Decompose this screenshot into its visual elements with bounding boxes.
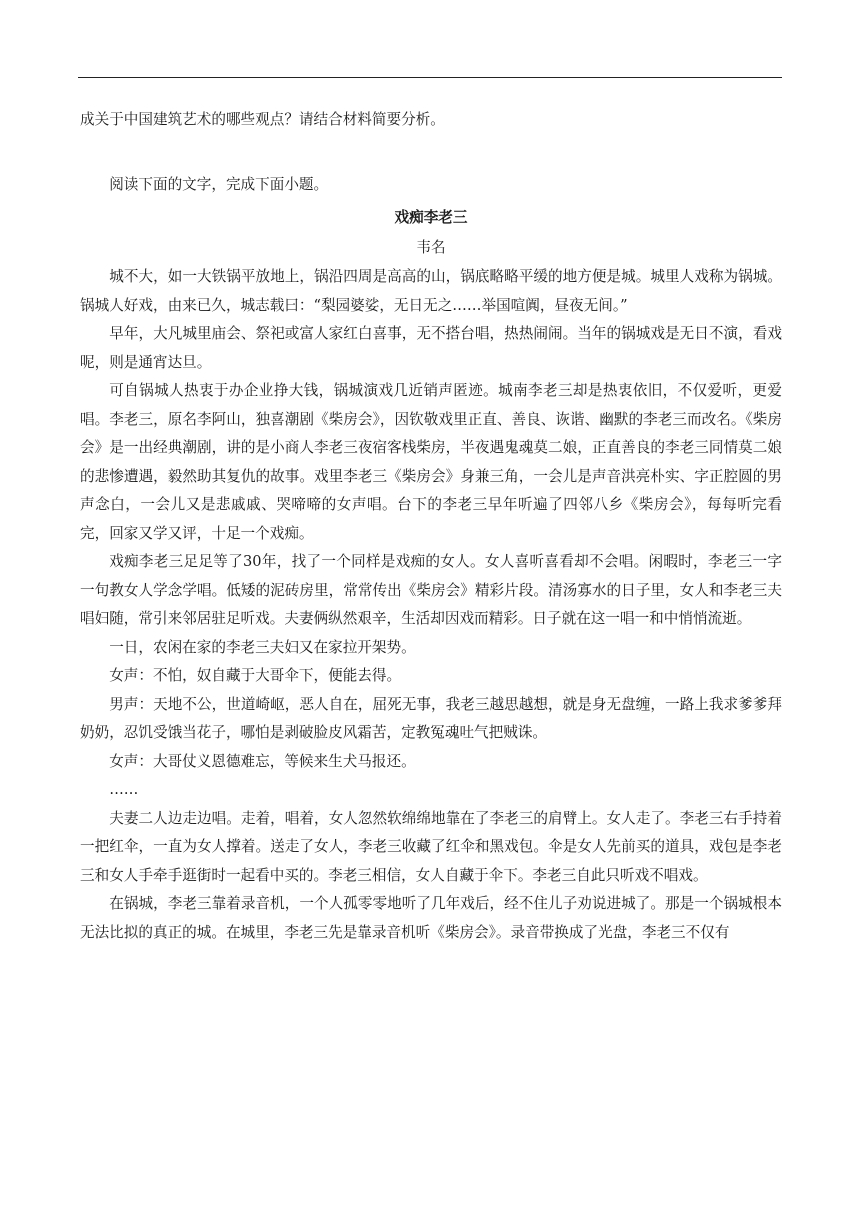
paragraph-8-female-voice: 女声：大哥仗义恩德难忘，等候来生犬马报还。	[109, 752, 416, 770]
document-body	[80, 106, 782, 947]
reading-instruction: 阅读下面的文字，完成下面小题。	[109, 175, 329, 193]
paragraph-10: 夫妻二人边走边唱。走着，唱着，女人忽然软绵绵地靠在了李老三的肩臂上。女人走了。李老三右手持着一把红伞，一直为女人撑着。送走了女人，李老三收藏了红伞和黑戏包。伞是女人先前买的道具，戏包是李老三和女人手牵手逛街时一起看中买的。李老三相信，女人自藏于伞下。李老三自此只听戏不唱戏。	[80, 809, 782, 884]
paragraph-3: 可自锅城人热衷于办企业挣大钱，锅城演戏几近销声匿迹。城南李老三却是热衷依旧，不仅爱听，更爱唱。李老三，原名李阿山，独喜潮剧《柴房会》，因钦敬戏里正直、善良、诙谐、幽默的李老三而改名。《柴房会》是一出经典潮剧，讲的是小商人李老三夜宿客栈柴房，半夜遇鬼魂莫二娘，正直善良的李老三同情莫二娘的悲惨遭遇，毅然助其复仇的故事。戏里李老三《柴房会》身兼三角，一会儿是声音洪亮朴实、字正腔圆的男声念白，一会儿又是悲戚戚、哭啼啼的女声唱。台下的李老三早年听遍了四邻八乡《柴房会》，每每听完看完，回家又学又评，十足一个戏痴。	[80, 382, 782, 542]
paragraph-4: 戏痴李老三足足等了30年，找了一个同样是戏痴的女人。女人喜听喜看却不会唱。闲暇时，李老三一字一句教女人学念学唱。低矮的泥砖房里，常常传出《柴房会》精彩片段。清汤寡水的日子里，女人和李老三夫唱妇随，常引来邻居驻足听戏。夫妻俩纵然艰辛，生活却因戏而精彩。日子就在这一唱一和中悄悄流逝。	[80, 553, 782, 627]
paragraph-9-ellipsis: ……	[109, 781, 139, 798]
paragraph-2: 早年，大凡城里庙会、祭祀或富人家红白喜事，无不搭台唱，热热闹闹。当年的锅城戏是无日不演，看戏呢，则是通宵达旦。	[80, 325, 782, 371]
story-title: 戏痴李老三	[394, 209, 468, 226]
paragraph-1: 城不大，如一大铁锅平放地上，锅沿四周是高高的山，锅底略略平缓的地方便是城。城里人戏称为锅城。锅城人好戏，由来已久，城志载曰：“梨园婆娑，无日无之……举国喧阗，昼夜无间。”	[80, 268, 782, 314]
section-gap	[80, 135, 782, 171]
paragraph-11: 在锅城，李老三靠着录音机，一个人孤零零地听了几年戏后，经不住儿子劝说进城了。那是一个锅城根本无法比拟的真正的城。在城里，李老三先是靠录音机听《柴房会》。录音带换成了光盘，李老三不仅有	[80, 895, 782, 941]
story-author: 韦名	[416, 238, 446, 256]
paragraph-7-male-voice: 男声：天地不公，世道崎岖，恶人自在，屈死无事，我老三越思越想，就是身无盘缠，一路上我求爹爹拜奶奶，忍饥受饿当花子，哪怕是剥破脸皮风霜苦，定教冤魂吐气把贼诛。	[80, 695, 782, 741]
header-rule	[78, 77, 782, 78]
question-tail: 成关于中国建筑艺术的哪些观点？请结合材料简要分析。	[80, 111, 445, 128]
paragraph-5: 一日，农闲在家的李老三夫妇又在家拉开架势。	[109, 638, 416, 656]
paragraph-6-female-voice: 女声：不怕，奴自藏于大哥伞下，便能去得。	[109, 667, 402, 684]
